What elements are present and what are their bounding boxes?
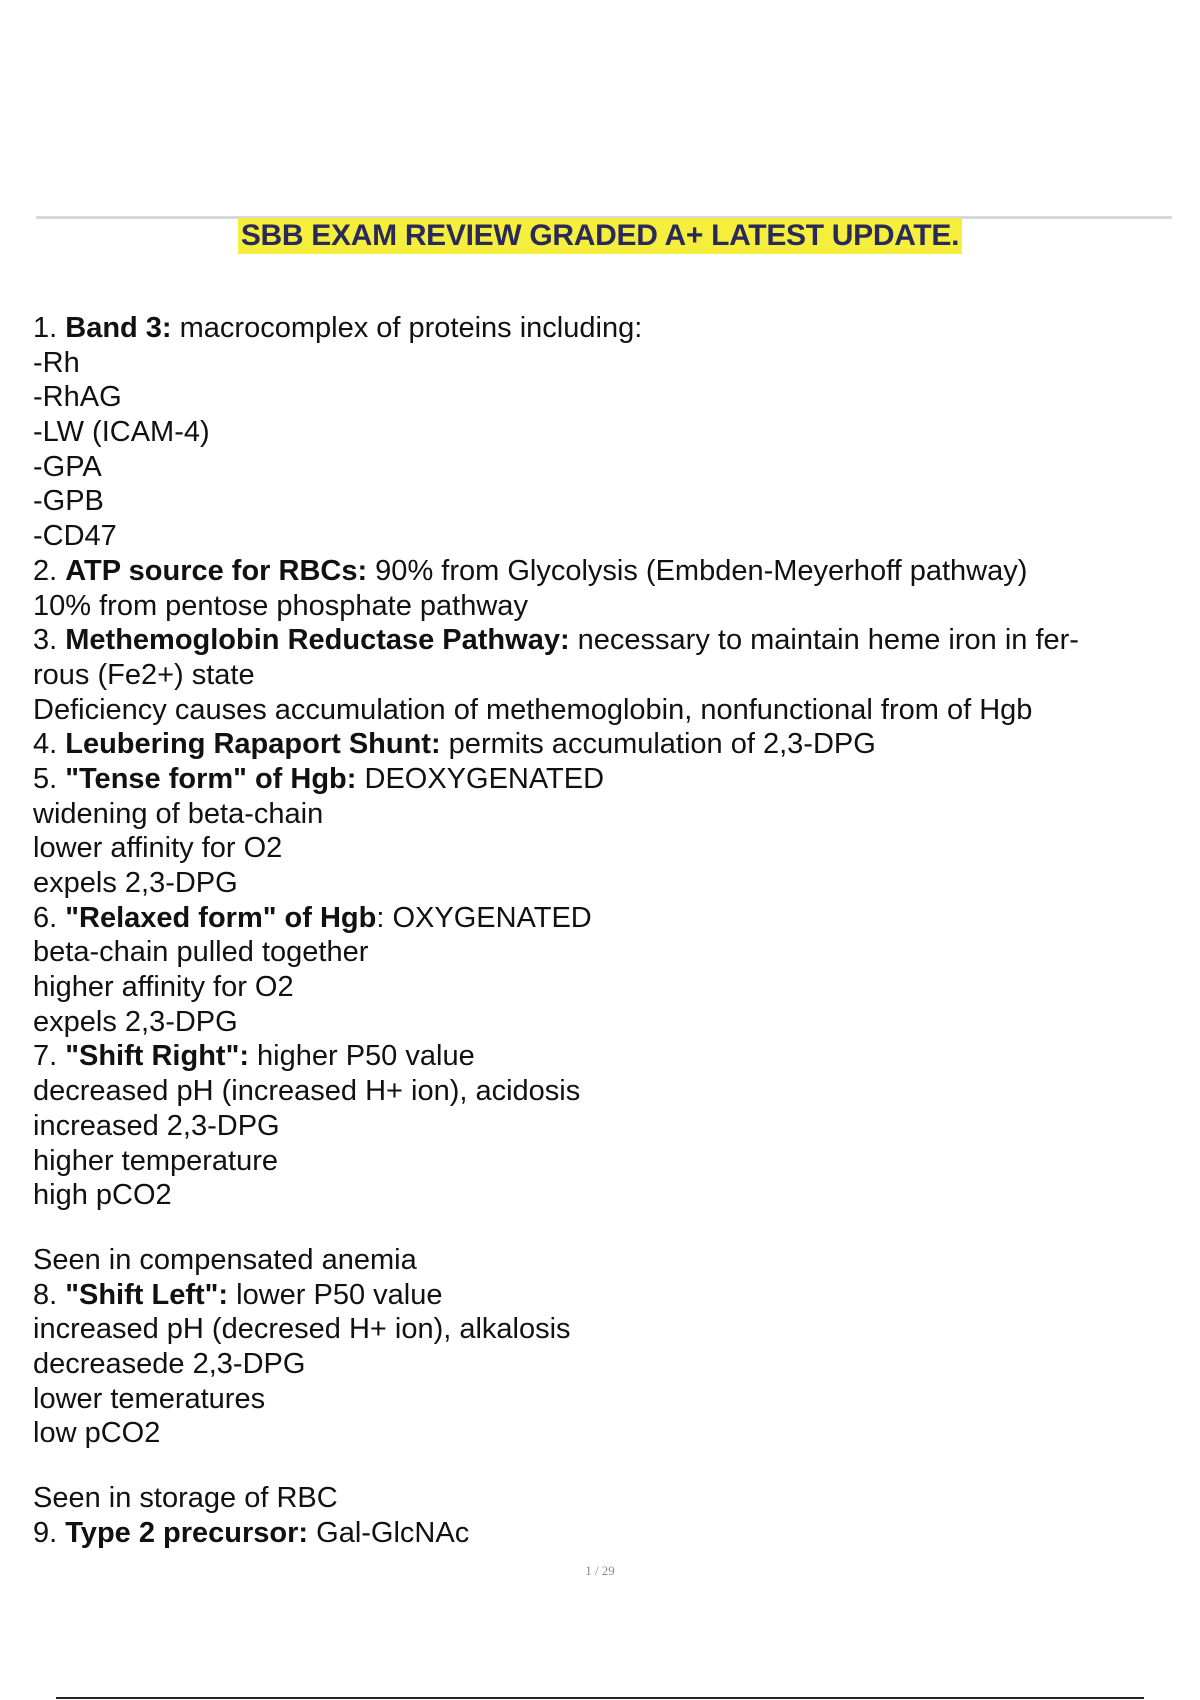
item-text: Seen in storage of RBC [33, 1482, 338, 1514]
item-number: 8. [33, 1278, 66, 1311]
title-container [0, 218, 1200, 254]
text-line [33, 1347, 1173, 1382]
item-term: Type 2 precursor: [65, 1516, 309, 1549]
text-line [33, 346, 1173, 381]
item-text: lower temeratures [33, 1382, 266, 1415]
numbered-item [33, 901, 1173, 936]
item-text: increased pH (decresed H+ ion), alkalosis [33, 1313, 571, 1346]
item-term: Leubering Rapaport Shunt: [65, 728, 441, 761]
item-number: 4. [33, 728, 66, 761]
item-number: 7. [33, 1040, 66, 1073]
item-text: higher P50 value [248, 1040, 475, 1073]
item-text: -RhAG [33, 381, 122, 414]
item-text: Seen in compensated anemia [33, 1243, 417, 1276]
item-text: low pCO2 [33, 1417, 161, 1450]
item-term: Methemoglobin Reductase Pathway: [65, 624, 570, 657]
text-line [33, 1074, 1173, 1109]
item-number: 2. [33, 554, 66, 587]
item-text: rous (Fe2+) state [33, 658, 255, 691]
footer-rule [56, 1697, 1144, 1699]
numbered-item [33, 1278, 1173, 1313]
item-text: beta-chain pulled together [33, 936, 369, 969]
item-text: increased 2,3-DPG [33, 1109, 280, 1142]
item-text: lower affinity for O2 [33, 832, 283, 865]
item-term: "Shift Right": [65, 1040, 249, 1073]
item-term: "Tense form" of Hgb: [65, 762, 357, 795]
blank-line [33, 1213, 1173, 1243]
text-line [33, 1481, 1173, 1516]
item-text: -CD47 [33, 520, 117, 553]
item-text: -LW (ICAM-4) [33, 416, 210, 449]
item-text: necessary to maintain heme iron in fer- [569, 624, 1079, 657]
numbered-item [33, 1516, 1173, 1551]
text-line [33, 380, 1173, 415]
item-text: decreased pH (increased H+ ion), acidosis [33, 1075, 581, 1108]
item-text: widening of beta-chain [33, 797, 324, 830]
item-term: ATP source for RBCs: [65, 554, 368, 587]
item-text: 10% from pentose phosphate pathway [33, 589, 528, 622]
document-title: SBB EXAM REVIEW GRADED A+ LATEST UPDATE. [238, 218, 962, 254]
numbered-item [33, 554, 1173, 589]
item-number: 9. [33, 1516, 66, 1549]
item-text: Gal-GlcNAc [308, 1516, 470, 1549]
item-text: -Rh [33, 346, 80, 379]
text-line [33, 797, 1173, 832]
item-number: 6. [33, 901, 66, 934]
item-text: high pCO2 [33, 1179, 172, 1212]
item-term: Band 3: [65, 312, 172, 344]
item-number: 3. [33, 624, 66, 657]
item-text: decreasede 2,3-DPG [33, 1347, 306, 1380]
blank-line [33, 1451, 1173, 1481]
numbered-item [33, 623, 1173, 658]
item-text: : OXYGENATED [376, 901, 592, 934]
item-text: 90% from Glycolysis (Embden-Meyerhoff pathway) [367, 554, 1028, 587]
item-text: macrocomplex of proteins including: [171, 312, 643, 344]
text-line [33, 1109, 1173, 1144]
item-text: -GPB [33, 485, 104, 518]
item-text: DEOXYGENATED [356, 762, 605, 795]
text-line [33, 1178, 1173, 1213]
text-line [33, 450, 1173, 485]
text-line [33, 1243, 1173, 1278]
text-line [33, 1382, 1173, 1417]
item-number: 5. [33, 762, 66, 795]
text-line [33, 1312, 1173, 1347]
item-text: Deficiency causes accumulation of methemoglobin, nonfunctional from of Hgb [33, 693, 1033, 726]
item-text: expels 2,3-DPG [33, 867, 238, 899]
text-line [33, 1005, 1173, 1040]
text-line [33, 866, 1173, 901]
text-line [33, 1416, 1173, 1451]
text-line [33, 415, 1173, 450]
item-term: "Shift Left": [65, 1278, 229, 1311]
item-text: permits accumulation of 2,3-DPG [440, 728, 876, 761]
text-line [33, 589, 1173, 624]
text-line [33, 484, 1173, 519]
text-line [33, 658, 1173, 693]
numbered-item [33, 311, 1173, 346]
item-number: 1. [33, 312, 66, 344]
text-line [33, 693, 1173, 728]
text-line [33, 519, 1173, 554]
item-text: expels 2,3-DPG [33, 1005, 238, 1038]
page-number: 1 / 29 [585, 1563, 615, 1578]
item-text: higher temperature [33, 1144, 279, 1177]
numbered-item [33, 762, 1173, 797]
text-line [33, 970, 1173, 1005]
text-line [33, 935, 1173, 970]
numbered-item [33, 727, 1173, 762]
item-text: -GPA [33, 450, 102, 483]
text-line [33, 1144, 1173, 1179]
item-text: lower P50 value [228, 1278, 443, 1311]
numbered-item [33, 1039, 1173, 1074]
item-text: higher affinity for O2 [33, 971, 294, 1004]
document-body [33, 311, 1173, 1550]
text-line [33, 831, 1173, 866]
item-term: "Relaxed form" of Hgb [65, 901, 377, 934]
